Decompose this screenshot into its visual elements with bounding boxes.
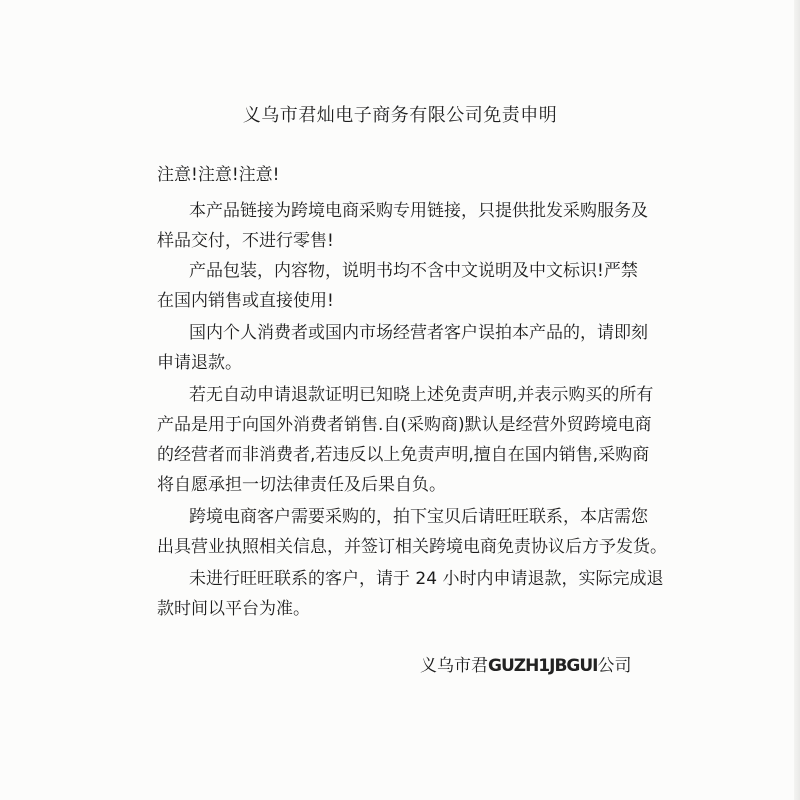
body-line: 本产品链接为跨境电商采购专用链接，只提供批发采购服务及 (189, 201, 648, 221)
body-line: 的经营者而非消费者,若违反以上免责声明,擅自在国内销售,采购商 (157, 445, 650, 465)
body-line: 国内个人消费者或国内市场经营者客户误拍本产品的，请即刻 (189, 323, 648, 343)
signature-obscured-text: GUZH1JBGUI (488, 656, 598, 676)
body-line: 款时间以平台为准。 (157, 599, 310, 619)
body-line: 将自愿承担一切法律责任及后果自负。 (157, 475, 446, 495)
body-line: 出具营业执照相关信息，并签订相关跨境电商免责协议后方予发货。 (157, 537, 667, 557)
body-line: 若无自动申请退款证明已知晓上述免责声明,并表示购买的所有 (189, 385, 654, 405)
body-line: 产品包装，内容物，说明书均不含中文说明及中文标识!严禁 (189, 261, 638, 281)
signature-prefix: 义乌市君 (420, 656, 488, 676)
body-line: 跨境电商客户需要采购的，拍下宝贝后请旺旺联系，本店需您 (189, 507, 648, 527)
body-line: 未进行旺旺联系的客户，请于 24 小时内申请退款，实际完成退 (189, 569, 664, 589)
signature-suffix: 公司 (597, 656, 632, 676)
body-line: 注意!注意!注意! (157, 165, 280, 185)
body-line: 产品是用于向国外消费者销售.自(采购商)默认是经营外贸跨境电商 (157, 415, 652, 435)
document-title: 义乌市君灿电子商务有限公司免责申明 (242, 105, 558, 126)
body-line: 申请退款。 (157, 353, 242, 373)
company-signature (420, 655, 632, 677)
paper-edge-shadow (794, 0, 800, 800)
body-line: 样品交付，不进行零售! (157, 231, 334, 251)
body-line: 在国内销售或直接使用! (157, 291, 334, 311)
